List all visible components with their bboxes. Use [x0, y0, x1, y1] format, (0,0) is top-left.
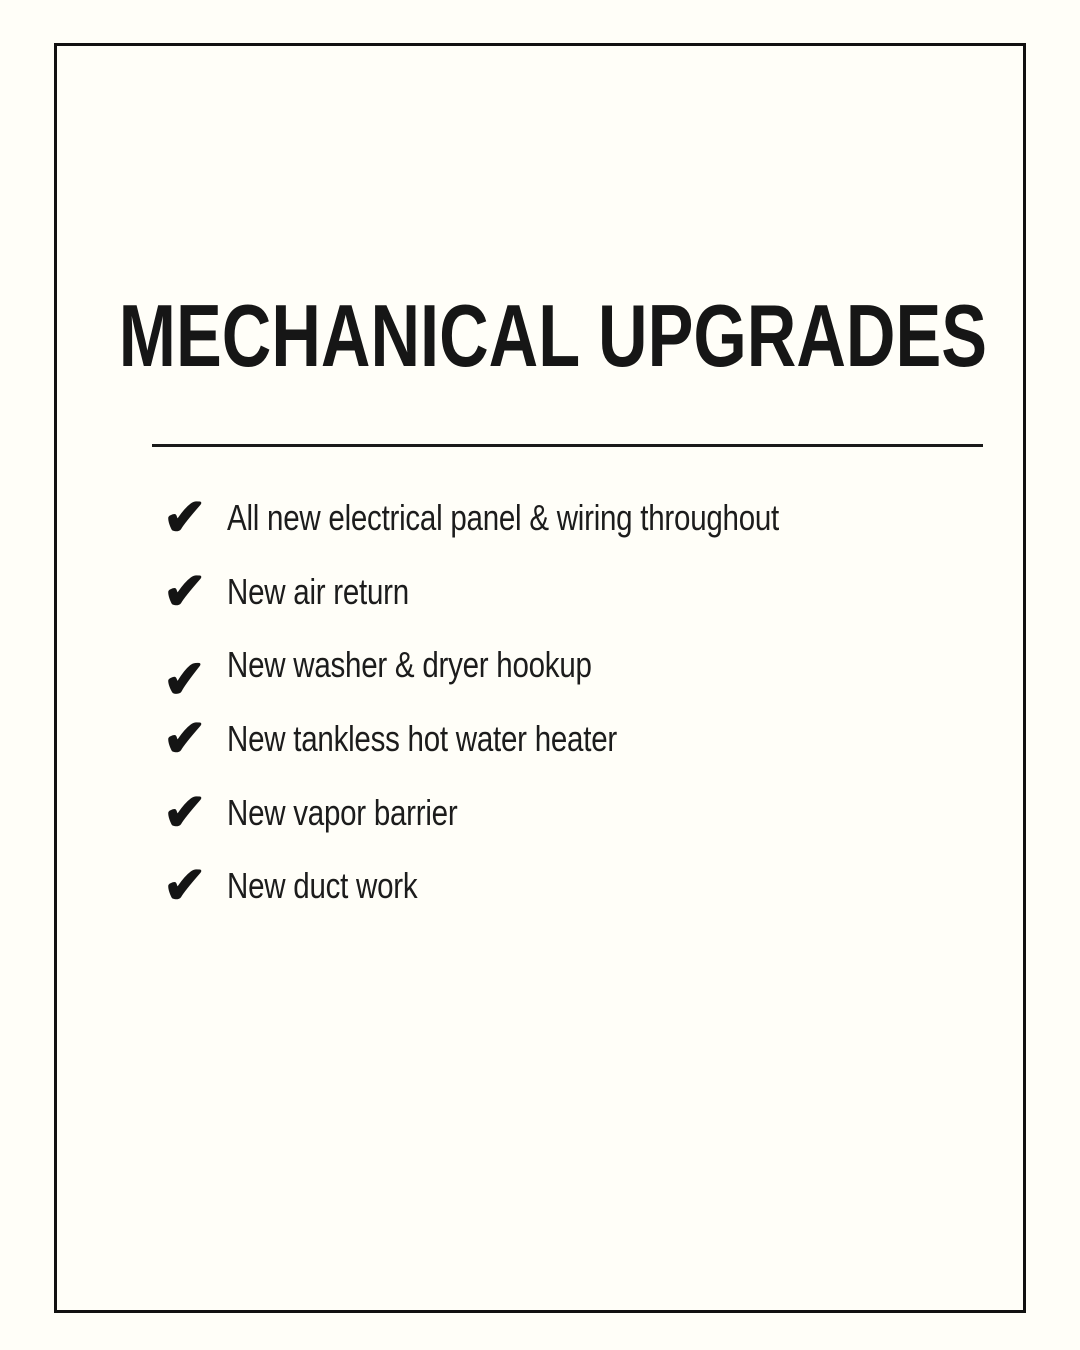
checklist-item: [163, 481, 900, 555]
checklist-item: [163, 849, 900, 923]
checklist-item-label: New washer & dryer hookup: [227, 644, 592, 686]
checklist-item-label: All new electrical panel & wiring throughout: [227, 496, 780, 538]
check-icon: ✔: [163, 709, 207, 768]
checklist-item-label: New duct work: [227, 865, 418, 907]
checklist-item: [163, 555, 900, 629]
upgrades-checklist: [163, 481, 900, 923]
checklist-item: [163, 776, 900, 850]
checklist-item-label: New vapor barrier: [227, 791, 458, 833]
checklist-item-label: New tankless hot water heater: [227, 717, 617, 759]
title-divider: [152, 444, 983, 447]
check-icon: ✔: [163, 857, 207, 916]
check-icon: ✔: [163, 488, 207, 547]
checklist-item-label: New air return: [227, 570, 409, 612]
check-icon: ✔: [163, 562, 207, 621]
checklist-item: [161, 628, 900, 711]
page-title: MECHANICAL UPGRADES: [118, 286, 988, 385]
check-icon: ✔: [161, 650, 209, 711]
checklist-item: [163, 702, 900, 776]
check-icon: ✔: [163, 783, 207, 842]
